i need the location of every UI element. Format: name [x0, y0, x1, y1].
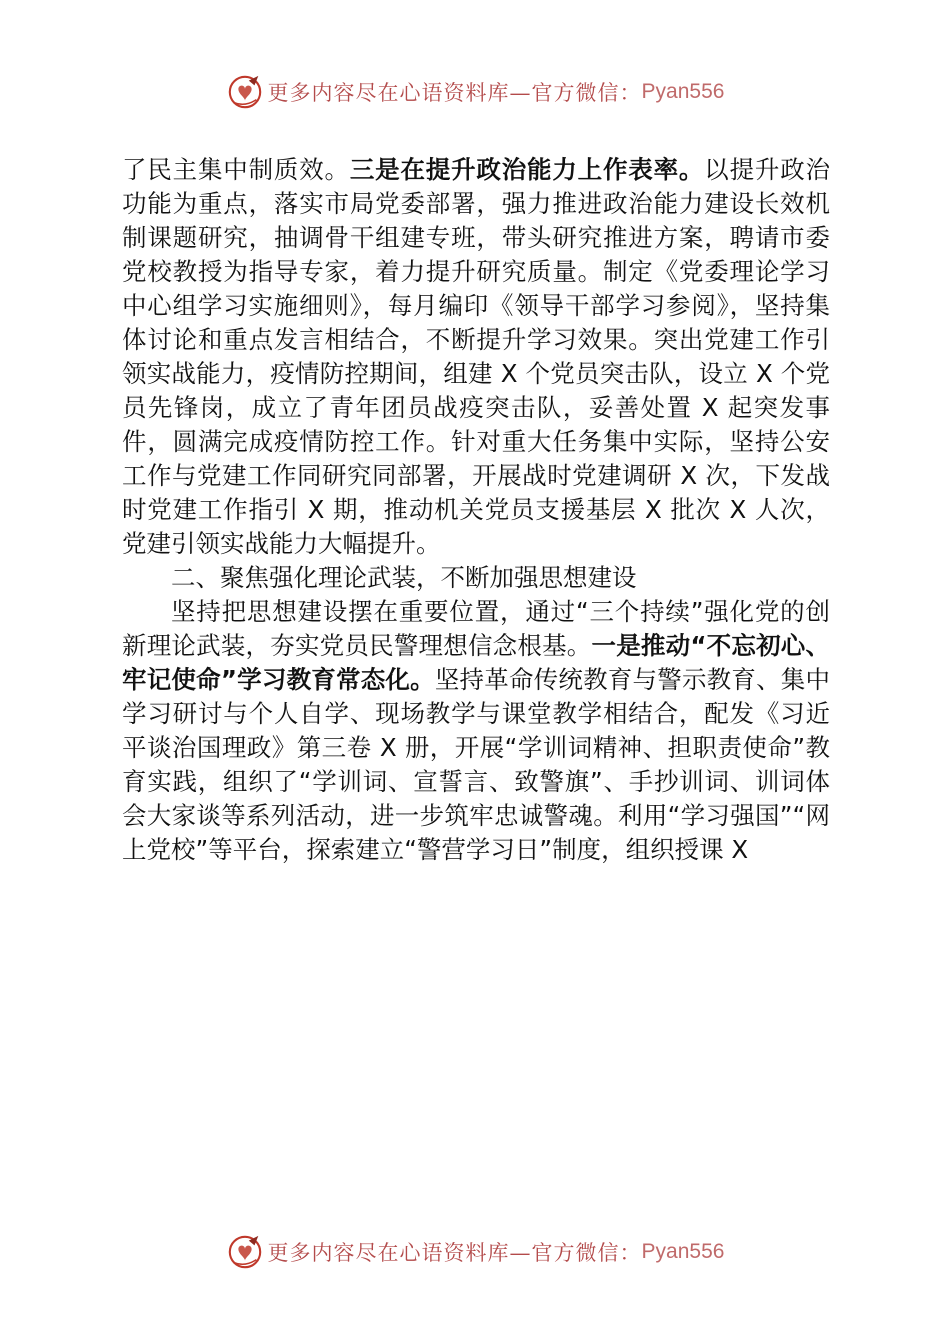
watermark-account: Pyan556 — [641, 80, 725, 103]
header-watermark — [0, 70, 950, 114]
paragraph-2 — [122, 595, 830, 867]
document-body — [122, 153, 830, 867]
watermark-account: Pyan556 — [641, 1240, 725, 1263]
section-heading-2: 二、聚焦强化理论武装，不断加强思想建设 — [171, 563, 637, 592]
watermark-text: 更多内容尽在心语资料库—官方微信： — [267, 81, 642, 105]
paragraph-2-bold-run: 一是推动“不忘初心、牢记使命”学习教育常态化。 — [122, 631, 830, 694]
watermark-text: 更多内容尽在心语资料库—官方微信： — [267, 1241, 642, 1265]
heart-pen-logo-icon — [226, 73, 264, 111]
paragraph-1-run-1: 了民主集中制质效。 — [122, 155, 350, 184]
paragraph-1-bold-run: 三是在提升政治能力上作表率。 — [349, 155, 705, 184]
paragraph-2-run-3: 坚持革命传统教育与警示教育、集中学习研讨与个人自学、现场教学与课堂教学相结合，配发《习近平谈治国理政》第三卷 X 册，开展“学训词精神、担职责使命”教育实践，组织了“学训词、宣誓言、致警旗”、手抄训词、训词体会大家谈等系列活动，进一步筑牢忠诚警魂。利用“学习强国”“网上党校”等平台，探索建立“警营学习日”制度，组织授课 X — [122, 665, 830, 864]
paragraph-2-run-1: 坚持把思想建设摆在重要位置，通过“三个持续”强化党的创新理论武装，夯实党员民警理想信念根基。 — [122, 597, 830, 660]
footer-watermark — [0, 1230, 950, 1274]
paragraph-1-run-3: 以提升政治功能为重点，落实市局党委部署，强力推进政治能力建设长效机制课题研究，抽调骨干组建专班，带头研究推进方案，聘请市委党校教授为指导专家，着力提升研究质量。制定《党委理论学习中心组学习实施细则》，每月编印《领导干部学习参阅》，坚持集体讨论和重点发言相结合，不断提升学习效果。突出党建工作引领实战能力，疫情防控期间，组建 X 个党员突击队，设立 X 个党员先锋岗，成立了青年团员战疫突击队，妥善处置 X 起突发事件，圆满完成疫情防控工作。针对重大任务集中实际，坚持公安工作与党建工作同研究同部署，开展战时党建调研 X 次，下发战时党建工作指引 X 期，推动机关党员支援基层 X 批次 X 人次，党建引领实战能力大幅提升。 — [122, 155, 831, 558]
heart-pen-logo-icon — [226, 1233, 264, 1271]
paragraph-1 — [122, 153, 830, 561]
